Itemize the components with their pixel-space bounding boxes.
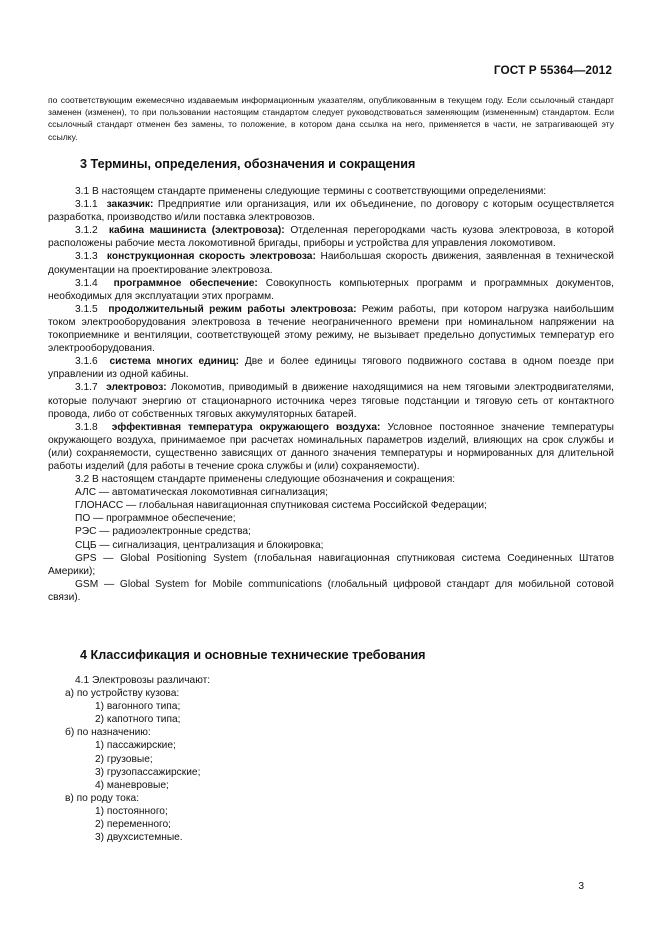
list-item: 3) двухсистемные. xyxy=(95,832,183,844)
clause-3-1: 3.1 В настоящем стандарте применены следующие термины с соответствующими определениями: xyxy=(75,186,547,197)
standard-code-header: ГОСТ Р 55364—2012 xyxy=(493,63,612,77)
term-name: кабина машиниста (электровоза): xyxy=(108,225,285,237)
list-group-label: а) по устройству кузова: xyxy=(65,688,180,700)
list-item: 2) грузовые; xyxy=(95,753,153,765)
term-3-1-1 xyxy=(48,198,614,224)
clause-3-2: 3.2 В настоящем стандарте применены следующие обозначения и сокращения: xyxy=(75,474,456,486)
abbreviation-item: GSM — Global System for Mobile communications (глобальный цифровой стандарт для мобильной сотовой связи). xyxy=(48,578,614,603)
term-definition: Условное постоянное значение температуры окружающего воздуха, принимаемое при расчетах номинальных параметров изделий, влияющих на срок службы и (или) сохраняемости, существенно зависящих от данного значения температуры и нормированных для длительной работы изделий (для работы в течение срока службы и (или) сохраняемости). xyxy=(48,421,614,472)
term-number: 3.1.5 xyxy=(75,303,98,315)
term-3-1-6 xyxy=(48,355,614,381)
term-3-1-4 xyxy=(48,277,614,303)
term-number: 3.1.1 xyxy=(75,199,98,211)
list-item: 3) грузопассажирские; xyxy=(95,766,201,778)
abbreviation-item: GPS — Global Positioning System (глобальная навигационная спутниковая система Соединенных Штатов Америки); xyxy=(48,552,614,577)
term-definition: Отделенная перегородками часть кузова электровоза, в которой расположены рабочие места локомотивной бригады, приборы и устройства для управления локомотивом. xyxy=(48,225,614,250)
section-4-heading: 4 Классификация и основные технические требования xyxy=(80,648,426,662)
term-3-1-2 xyxy=(48,224,614,250)
term-name: продолжительный режим работы электровоза: xyxy=(108,303,357,315)
term-definition: Совокупность компьютерных программ и программных документов, необходимых для эксплуатации этих программ. xyxy=(48,277,615,302)
list-item: 1) вагонного типа; xyxy=(95,701,181,713)
term-definition: Наибольшая скорость движения, заявленная в технической документации на проектирование электровоза. xyxy=(48,251,614,276)
abbreviation-item: ГЛОНАСС — глобальная навигационная спутниковая система Российской Федерации; xyxy=(75,500,487,512)
term-definition: Предприятие или организация, или их объединение, по договору с которым осуществляется разработка, производство и/или поставка электровозов. xyxy=(48,199,614,224)
term-number: 3.1.7 xyxy=(75,382,98,394)
term-number: 3.1.6 xyxy=(75,356,98,368)
section-3-heading: 3 Термины, определения, обозначения и сокращения xyxy=(80,157,416,171)
term-definition: Режим работы, при котором нагрузка наибольшим током электрооборудования электровоза в течение неограниченного времени при номинальном напряжении на токоприемнике и вентиляции, соответствующей этому режиму, не вызывает предельно допустимых температур его электрооборудования. xyxy=(48,303,614,355)
term-name: заказчик: xyxy=(106,199,154,211)
list-item: 4) маневровые; xyxy=(95,779,169,791)
list-item: 1) пассажирские; xyxy=(95,740,176,752)
term-number: 3.1.8 xyxy=(75,421,98,433)
term-3-1-5 xyxy=(48,303,614,355)
list-group-label: в) по роду тока: xyxy=(65,792,140,804)
term-number: 3.1.4 xyxy=(75,277,98,289)
abbreviation-item: ПО — программное обеспечение; xyxy=(75,513,236,525)
section-4-body xyxy=(48,674,614,844)
section-3-body xyxy=(48,185,614,604)
term-3-1-8 xyxy=(48,421,614,473)
term-definition: Две и более единицы тягового подвижного состава в одном поезде при управлении из одной кабины. xyxy=(48,356,614,381)
list-item: 1) постоянного; xyxy=(95,805,168,817)
abbreviation-item: АЛС — автоматическая локомотивная сигнализация; xyxy=(75,487,328,499)
term-name: конструкционная скорость электровоза: xyxy=(106,251,316,263)
term-definition: Локомотив, приводимый в движение находящимися на нем тяговыми электродвигателями, которые получают энергию от стационарного источника через тяговые подстанции и тяговую сеть от контактного провода, либо от собственных тяговых аккумуляторных батарей. xyxy=(48,382,614,420)
term-3-1-3 xyxy=(48,250,614,276)
term-name: программное обеспечение: xyxy=(113,277,258,289)
abbreviation-item: РЭС — радиоэлектронные средства; xyxy=(75,526,251,538)
intro-text: по соответствующим ежемесячно издаваемым информационным указателям, опубликованным в текущем году. Если ссылочный стандарт заменен (изменен), то при пользовании настоящим стандартом следует руководствоваться заменяющим (измененным) стандартом. Если ссылочный стандарт отменен без замены, то положение, в котором дана ссылка на него, применяется в части, не затрагивающей эту ссылку. xyxy=(48,95,614,142)
list-group-label: б) по назначению: xyxy=(65,727,151,739)
list-item: 2) капотного типа; xyxy=(95,714,181,726)
page-number: 3 xyxy=(578,881,584,892)
term-name: электровоз: xyxy=(106,382,167,394)
term-3-1-7 xyxy=(48,381,614,420)
list-item: 2) переменного; xyxy=(95,819,171,831)
term-number: 3.1.2 xyxy=(75,225,98,237)
intro-paragraph xyxy=(48,94,614,143)
abbreviation-item: СЦБ — сигнализация, централизация и блокировка; xyxy=(75,539,324,551)
term-number: 3.1.3 xyxy=(75,251,98,263)
clause-4-1: 4.1 Электровозы различают: xyxy=(75,675,211,686)
term-name: система многих единиц: xyxy=(109,356,239,368)
term-name: эффективная температура окружающего воздуха: xyxy=(111,421,381,433)
